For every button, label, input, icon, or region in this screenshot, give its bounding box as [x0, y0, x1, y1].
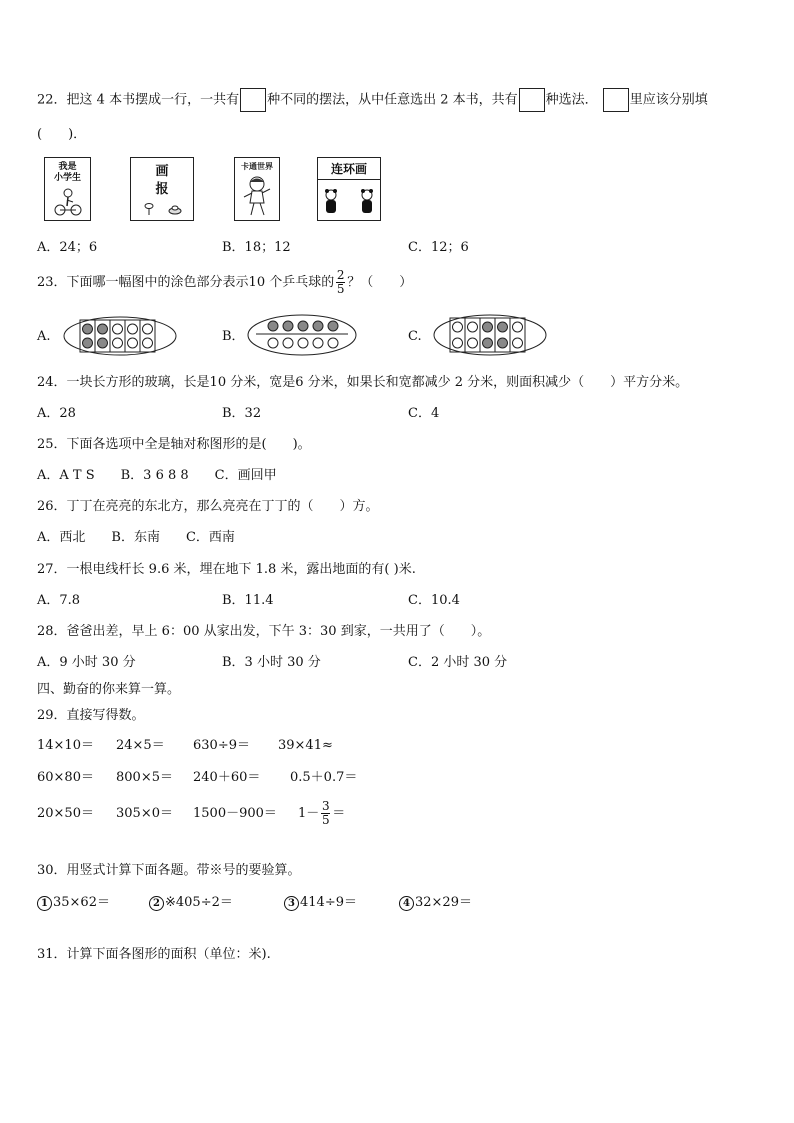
q27-option-a[interactable]: A．7.8: [37, 593, 81, 608]
book-3-title: 卡通世界: [241, 162, 273, 171]
q23-option-b-label[interactable]: B．: [222, 329, 245, 344]
q25-options[interactable]: A．A T S B．3 6 8 8 C．画回甲: [37, 468, 277, 483]
q26-text: 26．丁丁在亮亮的东北方，那么亮亮在丁丁的（ ）方。: [37, 499, 379, 514]
q29-r3-c2: 305×0＝: [116, 806, 173, 821]
q30-item-2: 2 ※405÷2＝: [149, 895, 233, 911]
q30-title: 30．用竖式计算下面各题。带※号的要验算。: [37, 863, 301, 878]
q23-option-a-label[interactable]: A.: [37, 329, 51, 344]
panda-icon: [322, 188, 376, 216]
q29-fraction: $\frac{3}{5}$: [321, 799, 330, 827]
q29-r2-c4: 0.5＋0.7＝: [290, 770, 358, 785]
circled-number-3: 3: [284, 896, 299, 911]
q24-option-c[interactable]: C．4: [408, 406, 440, 421]
book-4-title: 连环画: [330, 162, 367, 176]
q27-option-c[interactable]: C．10.4: [408, 593, 460, 608]
q24-option-b[interactable]: B．32: [222, 406, 262, 421]
q28-text: 28．爸爸出差，早上 6：00 从家出发，下午 3：30 到家，一共用了（ ）。: [37, 624, 491, 639]
book-2: [130, 157, 194, 221]
q27-text: 27．一根电线杆长 9.6 米，埋在地下 1.8 米，露出地面的有( )米.: [37, 562, 416, 577]
q22-option-b[interactable]: B．18；12: [222, 240, 291, 255]
plant-icon: [141, 202, 185, 216]
q29-r2-c2: 800×5＝: [116, 770, 173, 785]
q28-option-a[interactable]: A．9 小时 30 分: [37, 655, 136, 670]
circled-number-4: 4: [399, 896, 414, 911]
q29-r1-c2: 24×5＝: [116, 738, 165, 753]
q29-r1-c4: 39×41≈: [278, 738, 333, 753]
q29-title: 29．直接写得数。: [37, 708, 145, 723]
q22-option-a[interactable]: A．24；6: [37, 240, 98, 255]
q27-option-b[interactable]: B．11.4: [222, 593, 274, 608]
q23-option-a-figure[interactable]: [62, 315, 178, 357]
answer-box-3: [603, 88, 629, 112]
q29-r2-c1: 60×80＝: [37, 770, 94, 785]
q22-option-c[interactable]: C．12；6: [408, 240, 469, 255]
book-4: [317, 157, 381, 221]
answer-box-2[interactable]: [519, 88, 545, 112]
q29-r3-c3: 1500－900＝: [193, 806, 277, 821]
book-1-title: 我是 小学生: [53, 162, 81, 183]
section-4-heading: 四、勤奋的你来算一算。: [37, 682, 181, 697]
q29-r3-c1: 20×50＝: [37, 806, 94, 821]
q28-option-b[interactable]: B．3 小时 30 分: [222, 655, 321, 670]
q25-text: 25．下面各选项中全是轴对称图形的是( )。: [37, 437, 311, 452]
book-1: [44, 157, 91, 221]
q30-item-1: 1 35×62＝: [37, 895, 110, 911]
q29-r1-c1: 14×10＝: [37, 738, 94, 753]
q22-answer-paren: ( )．: [37, 127, 87, 142]
cartoon-girl-icon: [242, 175, 272, 217]
q23-option-c-figure[interactable]: [432, 313, 548, 357]
q23-text: 23．下面哪一幅图中的涂色部分表示10 个乒乓球的 $\frac{2}{5}$ ？（ ）: [37, 268, 413, 296]
q24-text: 24．一块长方形的玻璃，长是10 分米，宽是6 分米，如果长和宽都减少 2 分米，则面积减少（ ）平方分米。: [37, 375, 689, 390]
book-3: [234, 157, 280, 221]
circled-number-2: 2: [149, 896, 164, 911]
child-on-bike-icon: [53, 188, 83, 216]
q30-item-4: 4 32×29＝: [399, 895, 472, 911]
circled-number-1: 1: [37, 896, 52, 911]
q29-r1-c3: 630÷9＝: [193, 738, 250, 753]
q22-text: 22．把这 4 本书摆成一行，一共有 种不同的摆法，从中任意选出 2 本书，共有 种选法． 里应该分别填: [37, 88, 708, 112]
q28-option-c[interactable]: C．2 小时 30 分: [408, 655, 508, 670]
q29-r3-c4: 1－ $\frac{3}{5}$ ＝: [298, 799, 346, 827]
q24-option-a[interactable]: A．28: [37, 406, 76, 421]
q26-options[interactable]: A．西北 B．东南 C．西南: [37, 530, 235, 545]
q31-title: 31．计算下面各图形的面积（单位：米).: [37, 947, 271, 962]
answer-box-1[interactable]: [240, 88, 266, 112]
book-2-title: 画 报: [155, 164, 169, 197]
q23-option-b-figure[interactable]: [246, 313, 358, 357]
q23-fraction: $\frac{2}{5}$: [336, 268, 345, 296]
q23-option-c-label[interactable]: C.: [408, 329, 422, 344]
q30-item-3: 3 414÷9＝: [284, 895, 357, 911]
q29-r2-c3: 240＋60＝: [193, 770, 261, 785]
